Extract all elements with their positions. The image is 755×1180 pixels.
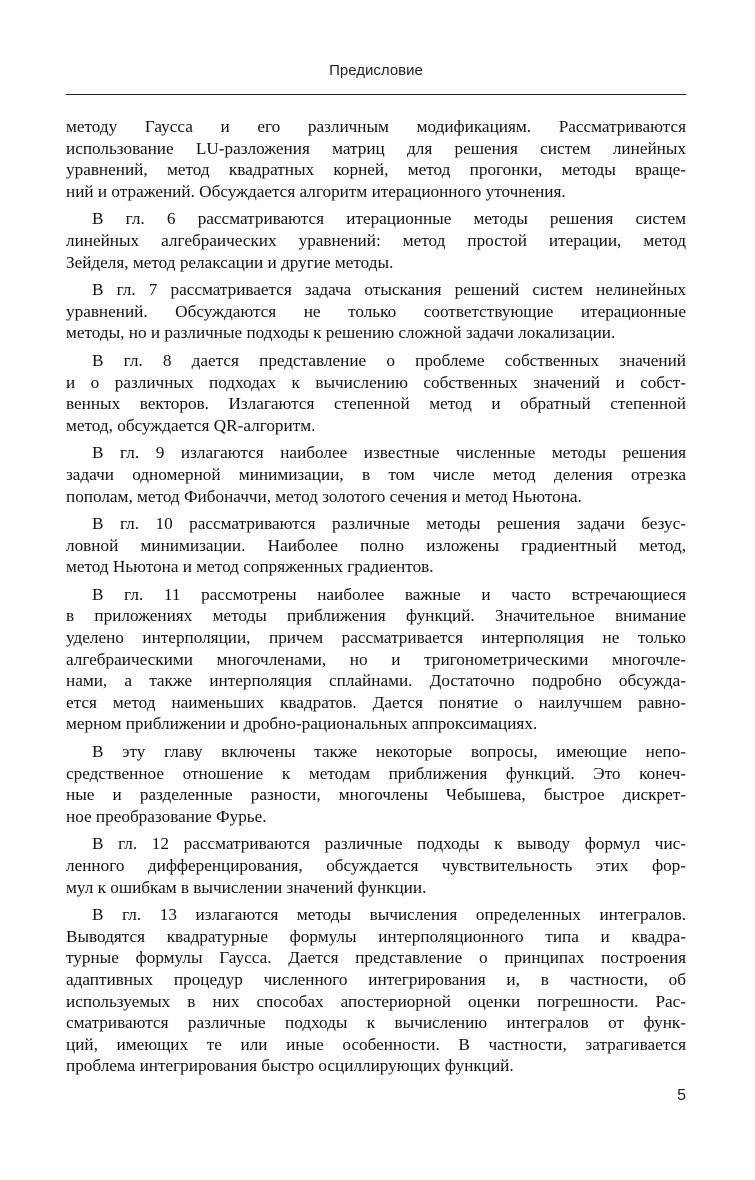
text-line: ное преобразование Фурье. <box>66 806 267 826</box>
text-line: методу Гаусса и его различным модификациям. Рассматриваются <box>66 117 686 136</box>
text-line: задачи одномерной минимизации, в том числе метод деления отрезка <box>66 464 686 484</box>
text-line: ций, имеющих те или иные особенности. В частности, затрагивается <box>66 1034 686 1054</box>
text-line: проблема интегрирования быстро осциллирующих функций. <box>66 1056 514 1076</box>
text-line: сматриваются различные подходы к вычислению интегралов от функ- <box>66 1013 686 1033</box>
text-line: ний и отражений. Обсуждается алгоритм итерационного уточнения. <box>66 181 566 201</box>
paragraph <box>66 741 686 827</box>
text-line: В эту главу включены также некоторые вопросы, имеющие непо- <box>92 742 686 762</box>
text-line: В гл. 7 рассматривается задача отыскания решений систем нелинейных <box>92 280 686 300</box>
text-line: В гл. 8 дается представление о проблеме собственных значений <box>92 350 686 370</box>
text-line: уравнений, метод квадратных корней, метод прогонки, методы враще- <box>66 160 686 180</box>
text-line: турные формулы Гаусса. Дается представление о принципах построения <box>66 948 686 968</box>
text-line: В гл. 10 рассматриваются различные методы решения задачи безус- <box>92 514 686 534</box>
text-line: ловной минимизации. Наиболее полно изложены градиентный метод, <box>66 535 686 555</box>
text-line: мул к ошибкам в вычислении значений функции. <box>66 877 427 897</box>
paragraph <box>66 208 686 273</box>
header-rule <box>66 94 686 95</box>
text-line: метод Ньютона и метод сопряженных градиентов. <box>66 557 434 577</box>
text-line: нами, а также интерполяция сплайнами. Достаточно подробно обсужда- <box>66 671 686 691</box>
text-line: пополам, метод Фибоначчи, метод золотого сечения и метод Ньютона. <box>66 486 582 506</box>
running-header: Предисловие <box>329 62 423 79</box>
text-line: адаптивных процедур численного интегрирования и, в частности, об <box>66 969 686 989</box>
text-line: линейных алгебраических уравнений: метод простой итерации, метод <box>66 230 686 250</box>
text-line: используемых в них способах апостериорной оценки погрешности. Рас- <box>66 991 686 1011</box>
text-line: венных векторов. Излагаются степенной метод и обратный степенной <box>66 394 686 414</box>
text-line: использование LU-разложения матриц для решения систем линейных <box>66 138 686 158</box>
text-line: алгебраическими многочленами, но и тригонометрическими многочле- <box>66 649 686 669</box>
text-line: ные и разделенные разности, многочлены Чебышева, быстрое дискрет- <box>66 785 686 805</box>
paragraph <box>66 904 686 1077</box>
paragraph <box>66 833 686 898</box>
text-line: В гл. 12 рассматриваются различные подходы к выводу формул чис- <box>92 834 686 854</box>
text-line: и о различных подходах к вычислению собственных значений и собст- <box>66 372 686 392</box>
text-line: В гл. 6 рассматриваются итерационные методы решения систем <box>92 209 686 229</box>
text-line: Зейделя, метод релаксации и другие методы. <box>66 252 394 272</box>
paragraph <box>66 279 686 344</box>
text-line: ленного дифференцирования, обсуждается чувствительность этих фор- <box>66 856 686 875</box>
text-line: метод, обсуждается QR-алгоритм. <box>66 415 316 435</box>
text-line: уравнений. Обсуждаются не только соответствующие итерационные <box>66 301 686 321</box>
text-line: в приложениях методы приближения функций. Значительное внимание <box>66 606 686 626</box>
text-line: мерном приближении и дробно-рациональных аппроксимациях. <box>66 714 538 734</box>
text-line: В гл. 9 излагаются наиболее известные численные методы решения <box>92 443 686 463</box>
text-line: В гл. 13 излагаются методы вычисления определенных интегралов. <box>92 905 686 925</box>
paragraph <box>66 116 686 202</box>
text-line: В гл. 11 рассмотрены наиболее важные и часто встречающиеся <box>92 584 686 604</box>
paragraph <box>66 584 686 735</box>
text-line: Выводятся квадратурные формулы интерполяционного типа и квадра- <box>66 926 686 946</box>
paragraph <box>66 350 686 436</box>
text-line: методы, но и различные подходы к решению сложной задачи локализации. <box>66 323 616 343</box>
text-line: уделено интерполяции, причем рассматривается интерполяция не только <box>66 628 686 648</box>
page-number: 5 <box>677 1087 686 1104</box>
text-line: средственное отношение к методам приближения функций. Это конеч- <box>66 763 686 783</box>
paragraph <box>66 442 686 507</box>
text-line: ется метод наименьших квадратов. Дается понятие о наилучшем равно- <box>66 692 686 712</box>
paragraph <box>66 513 686 578</box>
page-body <box>66 116 686 1083</box>
